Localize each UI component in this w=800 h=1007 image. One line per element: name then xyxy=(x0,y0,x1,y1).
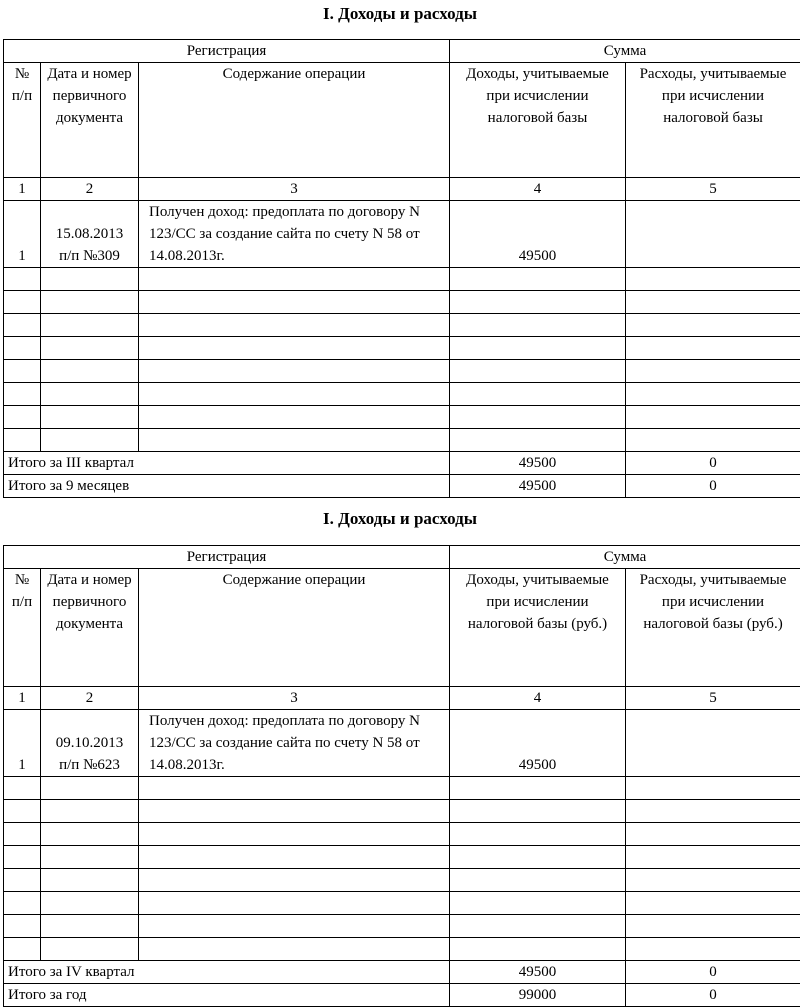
table-row xyxy=(4,710,800,777)
colnum-1: 1 xyxy=(4,687,41,710)
empty-row xyxy=(4,938,800,961)
colnum-5: 5 xyxy=(626,178,800,201)
entry-content xyxy=(139,201,450,268)
empty-row xyxy=(4,915,800,938)
total-income: 49500 xyxy=(450,452,626,475)
empty-row xyxy=(4,314,800,337)
empty-row xyxy=(4,406,800,429)
income-expense-table xyxy=(3,39,800,498)
total-income: 49500 xyxy=(450,475,626,498)
header-sum: Сумма xyxy=(450,546,800,569)
table-row xyxy=(4,201,800,268)
empty-row xyxy=(4,869,800,892)
entry-doc-number: п/п №623 xyxy=(59,757,120,773)
entry-expense xyxy=(626,201,800,268)
header-registration: Регистрация xyxy=(4,40,450,63)
entry-content-text: Получен доход: предоплата по договору N 123/СС за создание сайта по счету N 58 от 14.08.2013г. xyxy=(149,713,421,773)
empty-row xyxy=(4,777,800,800)
header-sum: Сумма xyxy=(450,40,800,63)
header-registration: Регистрация xyxy=(4,546,450,569)
header-col-content: Содержание операции xyxy=(139,63,450,178)
total-row xyxy=(4,452,800,475)
empty-row xyxy=(4,429,800,452)
total-row xyxy=(4,475,800,498)
header-col-num: № п/п xyxy=(4,63,41,178)
header-col-expense: Расходы, учитываемые при исчислении налоговой базы (руб.) xyxy=(626,569,800,687)
empty-row xyxy=(4,337,800,360)
section-title: I. Доходы и расходы xyxy=(323,509,477,528)
colnum-3: 3 xyxy=(139,687,450,710)
entry-date-line: 15.08.2013 xyxy=(55,226,124,242)
entry-income: 49500 xyxy=(450,201,626,268)
total-income: 49500 xyxy=(450,961,626,984)
entry-doc-number: п/п №309 xyxy=(59,248,120,264)
entry-date-line: 09.10.2013 xyxy=(55,735,124,751)
entry-income: 49500 xyxy=(450,710,626,777)
total-expense: 0 xyxy=(626,961,800,984)
empty-row xyxy=(4,360,800,383)
colnum-1: 1 xyxy=(4,178,41,201)
total-label: Итого за IV квартал xyxy=(4,961,450,984)
section-title: I. Доходы и расходы xyxy=(323,4,477,23)
total-expense: 0 xyxy=(626,984,800,1007)
entry-num: 1 xyxy=(4,710,41,777)
entry-date xyxy=(41,710,139,777)
empty-row xyxy=(4,291,800,314)
empty-row xyxy=(4,823,800,846)
entry-expense xyxy=(626,710,800,777)
colnum-5: 5 xyxy=(626,687,800,710)
header-col-expense: Расходы, учитываемые при исчислении налоговой базы xyxy=(626,63,800,178)
total-expense: 0 xyxy=(626,475,800,498)
colnum-2: 2 xyxy=(41,178,139,201)
empty-row xyxy=(4,268,800,291)
colnum-4: 4 xyxy=(450,178,626,201)
colnum-2: 2 xyxy=(41,687,139,710)
header-col-income: Доходы, учитываемые при исчислении налоговой базы xyxy=(450,63,626,178)
header-col-date: Дата и номер первичного документа xyxy=(41,569,139,687)
empty-row xyxy=(4,892,800,915)
income-expense-table xyxy=(3,545,800,1007)
header-col-date: Дата и номер первичного документа xyxy=(41,63,139,178)
colnum-3: 3 xyxy=(139,178,450,201)
total-label: Итого за III квартал xyxy=(4,452,450,475)
entry-date xyxy=(41,201,139,268)
empty-row xyxy=(4,846,800,869)
header-col-income: Доходы, учитываемые при исчислении налоговой базы (руб.) xyxy=(450,569,626,687)
colnum-4: 4 xyxy=(450,687,626,710)
entry-content xyxy=(139,710,450,777)
empty-row xyxy=(4,383,800,406)
header-col-num: № п/п xyxy=(4,569,41,687)
total-income: 99000 xyxy=(450,984,626,1007)
total-expense: 0 xyxy=(626,452,800,475)
total-row xyxy=(4,961,800,984)
entry-content-text: Получен доход: предоплата по договору N 123/СС за создание сайта по счету N 58 от 14.08.2013г. xyxy=(149,204,421,264)
header-col-content: Содержание операции xyxy=(139,569,450,687)
total-row xyxy=(4,984,800,1007)
total-label: Итого за год xyxy=(4,984,450,1007)
empty-row xyxy=(4,800,800,823)
total-label: Итого за 9 месяцев xyxy=(4,475,450,498)
entry-num: 1 xyxy=(4,201,41,268)
